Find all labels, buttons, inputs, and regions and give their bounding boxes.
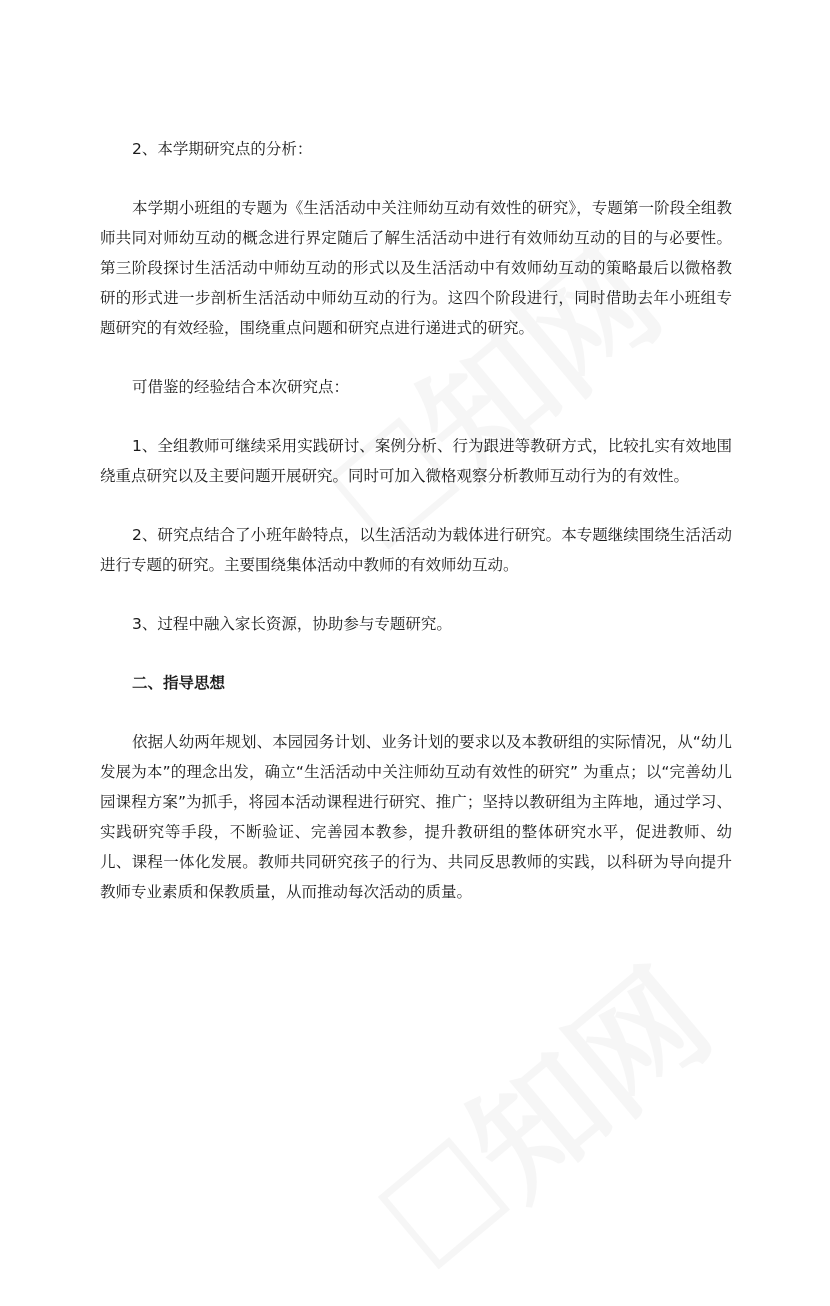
document-body xyxy=(100,120,732,936)
watermark xyxy=(334,921,743,1306)
paragraph: 2、研究点结合了小班年龄特点，以生活活动为载体进行研究。本专题继续围绕生活活动进行专题的研究。主要围绕集体活动中教师的有效师幼互动。 xyxy=(100,526,732,574)
paragraph: 依据人幼两年规划、本园园务计划、业务计划的要求以及本教研组的实际情况，从“幼儿发展为本”的理念出发，确立“生活活动中关注师幼互动有效性的研究” 为重点；以“完善幼儿园课程方案”为抓手，将园本活动课程进行研究、推广；坚持以教研组为主阵地，通过学习、实践研究等手段，不断验证、完善园本教参，提升教研组的整体研究水平，促进教师、幼儿、课程一体化发展。教师共同研究孩子的行为、共同反思教师的实践，以科研为导向提升教师专业素质和保教质量，从而推动每次活动的质量。 xyxy=(100,733,732,901)
paragraph: 1、全组教师可继续采用实践研讨、案例分析、行为跟进等教研方式，比较扎实有效地围绕重点研究以及主要问题开展研究。同时可加入微格观察分析教师互动行为的有效性。 xyxy=(100,437,732,485)
paragraph: 3、过程中融入家长资源，协助参与专题研究。 xyxy=(132,615,452,633)
section-heading: 2、本学期研究点的分析： xyxy=(132,140,313,158)
section-heading: 可借鉴的经验结合本次研究点： xyxy=(132,378,350,396)
section-title: 二、指导思想 xyxy=(132,674,226,692)
paragraph: 本学期小班组的专题为《生活活动中关注师幼互动有效性的研究》，专题第一阶段全组教师共同对师幼互动的概念进行界定随后了解生活活动中进行有效师幼互动的目的与必要性。第三阶段探讨生活活动中师幼互动的形式以及生活活动中有效师幼互动的策略最后以微格教研的形式进一步剖析生活活动中师幼互动的行为。这四个阶段进行，同时借助去年小班组专题研究的有效经验，围绕重点问题和研究点进行递进式的研究。 xyxy=(100,199,732,337)
